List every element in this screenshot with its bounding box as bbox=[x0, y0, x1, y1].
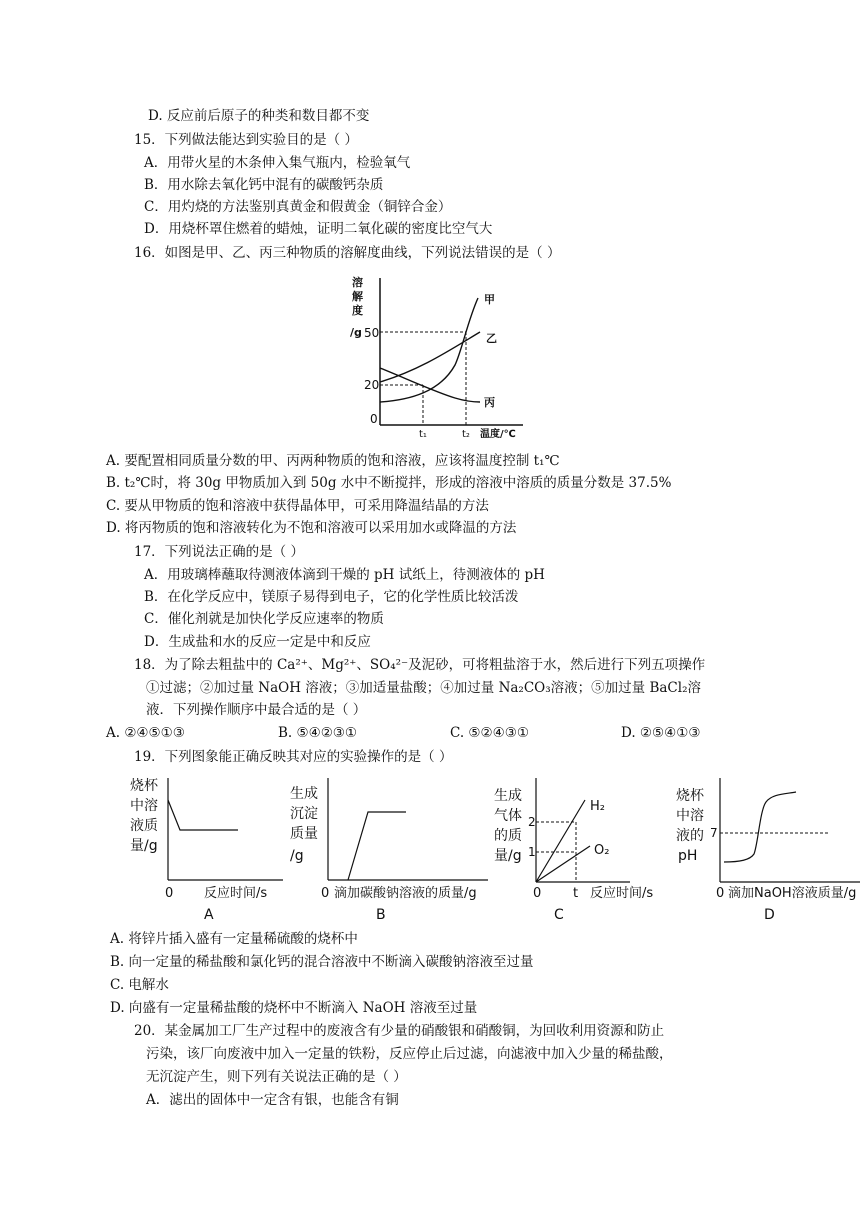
solubility-y-tick-50: 50 bbox=[364, 326, 380, 340]
graph-d-ylabel-3: 液的 bbox=[676, 828, 704, 844]
q16-option-d: D. 将丙物质的饱和溶液转化为不饱和溶液可以采用加水或降温的方法 bbox=[106, 520, 517, 536]
q18-line-2: ①过滤；②加过量 NaOH 溶液；③加适量盐酸；④加过量 Na₂CO₃溶液；⑤加过量 BaCl₂溶 bbox=[146, 680, 701, 696]
graph-b-tag: B bbox=[376, 907, 386, 923]
q16-option-c: C. 要从甲物质的饱和溶液中获得晶体甲，可采用降温结晶的方法 bbox=[106, 498, 489, 514]
q19-option-c: C. 电解水 bbox=[110, 977, 169, 993]
q15-option-c: C．用灼烧的方法鉴别真黄金和假黄金（铜锌合金） bbox=[144, 199, 452, 215]
graph-c-y-tick-2: 2 bbox=[528, 815, 536, 829]
q17-option-c: C．催化剂就是加快化学反应速率的物质 bbox=[144, 611, 384, 627]
q19-option-a: A. 将锌片插入盛有一定量稀硫酸的烧杯中 bbox=[110, 931, 358, 947]
graph-a-ylabel-1: 烧杯 bbox=[130, 778, 158, 794]
graph-a-origin: 0 bbox=[165, 886, 174, 901]
graph-c-ylabel-3: 的质 bbox=[494, 828, 522, 844]
q18-option-b: B. ⑤④②③① bbox=[278, 725, 358, 741]
graph-a-ylabel-2: 中溶 bbox=[130, 798, 158, 814]
q19-option-b: B. 向一定量的稀盐酸和氯化钙的混合溶液中不断滴入碳酸钠溶液至过量 bbox=[110, 954, 534, 970]
q15-option-a: A．用带火星的木条伸入集气瓶内，检验氧气 bbox=[144, 155, 411, 171]
solubility-y-tick-0: 0 bbox=[370, 412, 378, 426]
graph-c-origin: 0 bbox=[533, 886, 542, 901]
q14-option-d: D. 反应前后原子的种类和数目都不变 bbox=[148, 108, 370, 124]
graph-c-ylabel-4: 量/g bbox=[494, 848, 522, 864]
graph-c-label-h2: H₂ bbox=[590, 799, 605, 814]
graph-c-y-tick-1: 1 bbox=[528, 845, 536, 859]
graph-d-origin: 0 bbox=[716, 886, 725, 901]
solubility-ylabel-3: 度 bbox=[352, 304, 363, 317]
q18-option-a: A. ②④⑤①③ bbox=[106, 725, 185, 741]
solubility-ylabel-2: 解 bbox=[352, 290, 363, 303]
q16-option-b: B. t₂℃时，将 30g 甲物质加入到 50g 水中不断搅拌，形成的溶液中溶质的质量分数是 37.5% bbox=[106, 475, 672, 491]
curve-label-bing: 丙 bbox=[484, 396, 495, 409]
graph-b-origin: 0 bbox=[321, 886, 330, 901]
curve-jia bbox=[380, 298, 478, 402]
graph-d-ylabel-1: 烧杯 bbox=[676, 788, 704, 804]
graph-c-line-h2 bbox=[536, 800, 585, 882]
graph-d-tag: D bbox=[764, 907, 775, 923]
solubility-ylabel-4: /g bbox=[350, 326, 362, 339]
q18-option-d: D. ②⑤④①③ bbox=[621, 725, 701, 741]
graph-c-xlabel: 反应时间/s bbox=[590, 886, 654, 901]
q20-line-2: 污染，该厂向废液中加入一定量的铁粉，反应停止后过滤，向滤液中加入少量的稀盐酸， bbox=[146, 1046, 673, 1062]
q20-line-1: 20．某金属加工厂生产过程中的废液含有少量的硝酸银和硝酸铜，为回收利用资源和防止 bbox=[134, 1023, 665, 1039]
graph-c-label-o2: O₂ bbox=[594, 843, 610, 858]
graph-c-ylabel-1: 生成 bbox=[494, 788, 522, 804]
q15-option-b: B．用水除去氧化钙中混有的碳酸钙杂质 bbox=[144, 177, 384, 193]
q16-stem: 16．如图是甲、乙、丙三种物质的溶解度曲线，下列说法错误的是（ ） bbox=[134, 245, 561, 261]
graph-d bbox=[670, 770, 865, 925]
graph-a-ylabel-3: 液质 bbox=[130, 818, 158, 834]
solubility-ylabel-1: 溶 bbox=[352, 276, 363, 289]
graph-b-ylabel-2: 沉淀 bbox=[290, 806, 318, 822]
q15-stem: 15．下列做法能达到实验目的是（ ） bbox=[134, 132, 358, 148]
graph-b-ylabel-3: 质量 bbox=[290, 826, 318, 842]
q17-option-a: A．用玻璃棒蘸取待测液体滴到干燥的 pH 试纸上，待测液体的 pH bbox=[144, 567, 545, 583]
q18-line-1: 18．为了除去粗盐中的 Ca²⁺、Mg²⁺、SO₄²⁻及泥砂，可将粗盐溶于水，然后进行下列五项操作 bbox=[134, 657, 706, 673]
graph-b-curve bbox=[348, 812, 406, 880]
curve-label-yi: 乙 bbox=[486, 332, 497, 345]
graph-b-xlabel: 滴加碳酸钠溶液的质量/g bbox=[334, 886, 477, 901]
q17-option-d: D．生成盐和水的反应一定是中和反应 bbox=[144, 634, 371, 650]
solubility-y-tick-20: 20 bbox=[364, 378, 380, 392]
graph-b-ylabel-4: /g bbox=[290, 848, 304, 864]
graph-a bbox=[128, 770, 288, 925]
q20-line-3: 无沉淀产生，则下列有关说法正确的是（ ） bbox=[146, 1069, 407, 1085]
graph-d-curve bbox=[724, 792, 796, 862]
q17-option-b: B．在化学反应中，镁原子易得到电子，它的化学性质比较活泼 bbox=[144, 589, 519, 605]
q16-option-a: A. 要配置相同质量分数的甲、丙两种物质的饱和溶液，应该将温度控制 t₁℃ bbox=[106, 453, 560, 469]
q17-stem: 17．下列说法正确的是（ ） bbox=[134, 544, 304, 560]
q19-stem: 19．下列图象能正确反映其对应的实验操作的是（ ） bbox=[134, 749, 453, 765]
solubility-graph bbox=[340, 270, 530, 445]
graph-c-line-o2 bbox=[536, 846, 590, 882]
graph-b bbox=[288, 770, 498, 925]
graph-a-tag: A bbox=[204, 907, 214, 923]
q15-option-d: D．用烧杯罩住燃着的蜡烛，证明二氧化碳的密度比空气大 bbox=[144, 221, 493, 237]
q19-option-d: D. 向盛有一定量稀盐酸的烧杯中不断滴入 NaOH 溶液至过量 bbox=[110, 1000, 478, 1016]
graph-a-curve bbox=[168, 800, 238, 830]
q20-option-a: A．滤出的固体中一定含有银，也能含有铜 bbox=[146, 1092, 399, 1108]
graph-b-ylabel-1: 生成 bbox=[290, 786, 318, 802]
graph-a-xlabel: 反应时间/s bbox=[204, 886, 268, 901]
solubility-x-tick-t1: t₁ bbox=[419, 429, 427, 440]
graph-d-ylabel-4: pH bbox=[678, 848, 698, 864]
graph-d-xlabel: 滴加NaOH溶液质量/g bbox=[728, 886, 857, 901]
graph-c bbox=[490, 770, 670, 925]
graph-d-ylabel-2: 中溶 bbox=[676, 808, 704, 824]
q18-option-c: C. ⑤②④③① bbox=[450, 725, 529, 741]
curve-label-jia: 甲 bbox=[484, 293, 495, 306]
q18-line-3: 液．下列操作顺序中最合适的是（ ） bbox=[146, 702, 367, 718]
solubility-x-tick-t2: t₂ bbox=[462, 429, 470, 440]
graph-c-ylabel-2: 气体 bbox=[494, 808, 522, 824]
solubility-xlabel: 温度/℃ bbox=[480, 429, 516, 440]
graph-c-x-tick-t: t bbox=[573, 886, 579, 901]
graph-c-tag: C bbox=[554, 907, 564, 923]
graph-a-ylabel-4: 量/g bbox=[130, 838, 158, 854]
graph-d-y-tick-7: 7 bbox=[710, 826, 718, 840]
